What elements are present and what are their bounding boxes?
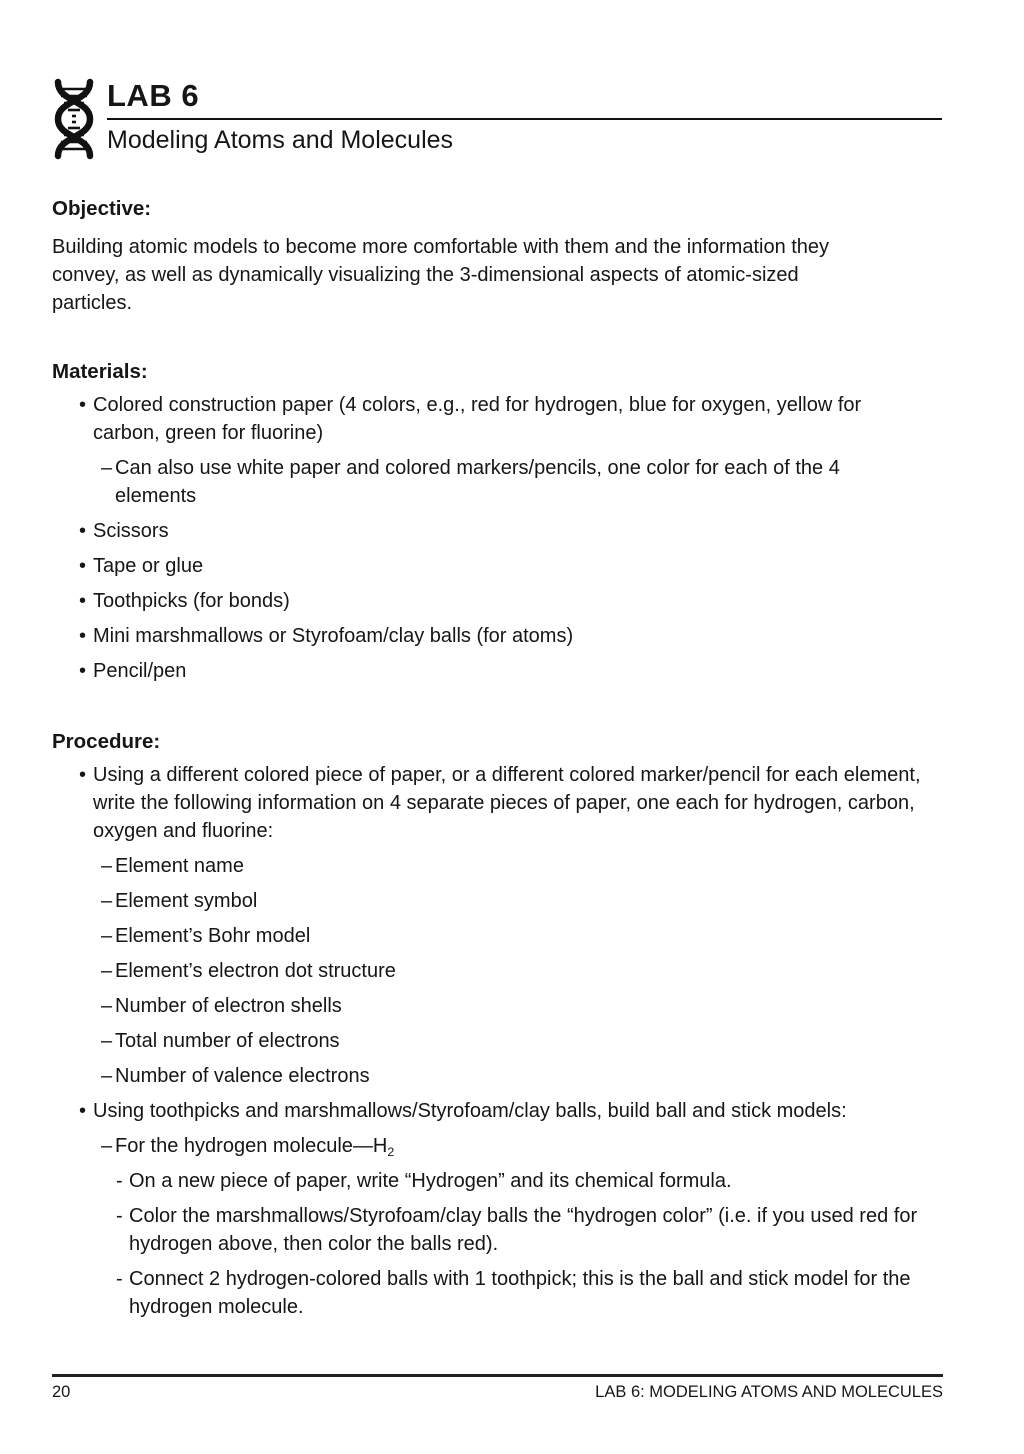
list-item [52, 1202, 922, 1258]
list-marker: • [79, 520, 87, 542]
list-item-text: Total number of electrons [115, 1030, 340, 1052]
list-marker: – [101, 1030, 113, 1052]
list-item-text: Tape or glue [93, 555, 204, 577]
list-item [52, 587, 922, 615]
list-marker: – [101, 1065, 113, 1087]
list-item [52, 454, 922, 510]
list-item [52, 1265, 922, 1321]
document-body [52, 198, 932, 1321]
list-marker: • [79, 660, 87, 682]
list-item-text: Element’s electron dot structure [115, 960, 396, 982]
list-item [52, 1062, 922, 1090]
list-item [52, 852, 922, 880]
list-item [52, 922, 922, 950]
materials-list [52, 391, 922, 685]
list-item-text: Scissors [93, 520, 169, 542]
list-marker: - [116, 1205, 123, 1227]
page-title: Modeling Atoms and Molecules [107, 126, 454, 154]
document-page [0, 78, 1024, 1454]
materials-heading: Materials: [52, 360, 148, 383]
list-item-text: Pencil/pen [93, 660, 187, 682]
list-marker: – [101, 890, 113, 912]
list-item-text: Can also use white paper and colored markers/pencils, one color for each of the 4 elements [115, 457, 840, 507]
list-item-text: Using toothpicks and marshmallows/Styrofoam/clay balls, build ball and stick models: [93, 1100, 847, 1122]
list-item [52, 1132, 922, 1160]
list-marker: – [101, 995, 113, 1017]
list-item-text: Element’s Bohr model [115, 925, 311, 947]
procedure-list [52, 761, 922, 1321]
list-item [52, 1167, 922, 1195]
list-item-text: Number of valence electrons [115, 1065, 370, 1087]
list-item [52, 1027, 922, 1055]
list-item [52, 957, 922, 985]
list-marker: – [101, 457, 113, 479]
list-item [52, 657, 922, 685]
objective-paragraph: Building atomic models to become more comfortable with them and the information they convey, as well as dynamically visualizing the 3-dimensional aspects of atomic-sized particles. [52, 236, 830, 314]
list-item-text: For the hydrogen $molecule—H_2$ [115, 1135, 395, 1159]
list-item-text: On a new piece of paper, write “Hydrogen” and its chemical formula. [129, 1170, 732, 1192]
list-item [52, 992, 922, 1020]
list-item [52, 391, 922, 447]
list-marker: • [79, 625, 87, 647]
page-header [50, 78, 942, 160]
list-marker: – [101, 925, 113, 947]
list-marker: • [79, 394, 87, 416]
list-item-text: Color the marshmallows/Styrofoam/clay balls the “hydrogen color” (i.e. if you used red for hydrogen above, then color the balls red). [129, 1205, 918, 1255]
list-item-text: Using a different colored piece of paper, or a different colored marker/pencil for each element, write the following information on 4 separate pieces of paper, one each for hydrogen, carbon, oxygen and fluorine: [93, 764, 921, 842]
list-item [52, 622, 922, 650]
list-item-text: Connect 2 hydrogen-colored balls with 1 toothpick; this is the ball and stick model for the hydrogen molecule. [129, 1268, 911, 1318]
list-marker: – [101, 1135, 113, 1157]
list-item-text: Number of electron shells [115, 995, 342, 1017]
objective-heading: Objective: [52, 197, 152, 220]
list-marker: • [79, 1100, 87, 1122]
list-marker: - [116, 1268, 123, 1290]
dna-helix-icon [50, 78, 98, 160]
list-item-text: Mini marshmallows or Styrofoam/clay balls (for atoms) [93, 625, 574, 647]
footer-title: LAB 6: MODELING ATOMS AND MOLECULES [595, 1383, 943, 1401]
list-item-text: Toothpicks (for bonds) [93, 590, 290, 612]
list-item-text: Element name [115, 855, 244, 877]
lab-number: LAB 6 [107, 80, 942, 120]
list-marker: – [101, 960, 113, 982]
list-item-text: Element symbol [115, 890, 258, 912]
list-item [52, 1097, 922, 1125]
page-number: 20 [52, 1383, 71, 1401]
subscript: 2 [387, 1144, 395, 1159]
page-footer [52, 1374, 943, 1402]
list-item [52, 761, 922, 845]
list-marker: • [79, 555, 87, 577]
list-item [52, 887, 922, 915]
list-marker: • [79, 764, 87, 786]
header-text [104, 78, 942, 155]
list-item-text: Colored construction paper (4 colors, e.g., red for hydrogen, blue for oxygen, yellow for carbon, green for fluorine) [93, 394, 862, 444]
procedure-heading: Procedure: [52, 730, 161, 753]
list-marker: - [116, 1170, 123, 1192]
list-marker: – [101, 855, 113, 877]
list-item [52, 552, 922, 580]
list-marker: • [79, 590, 87, 612]
list-item [52, 517, 922, 545]
